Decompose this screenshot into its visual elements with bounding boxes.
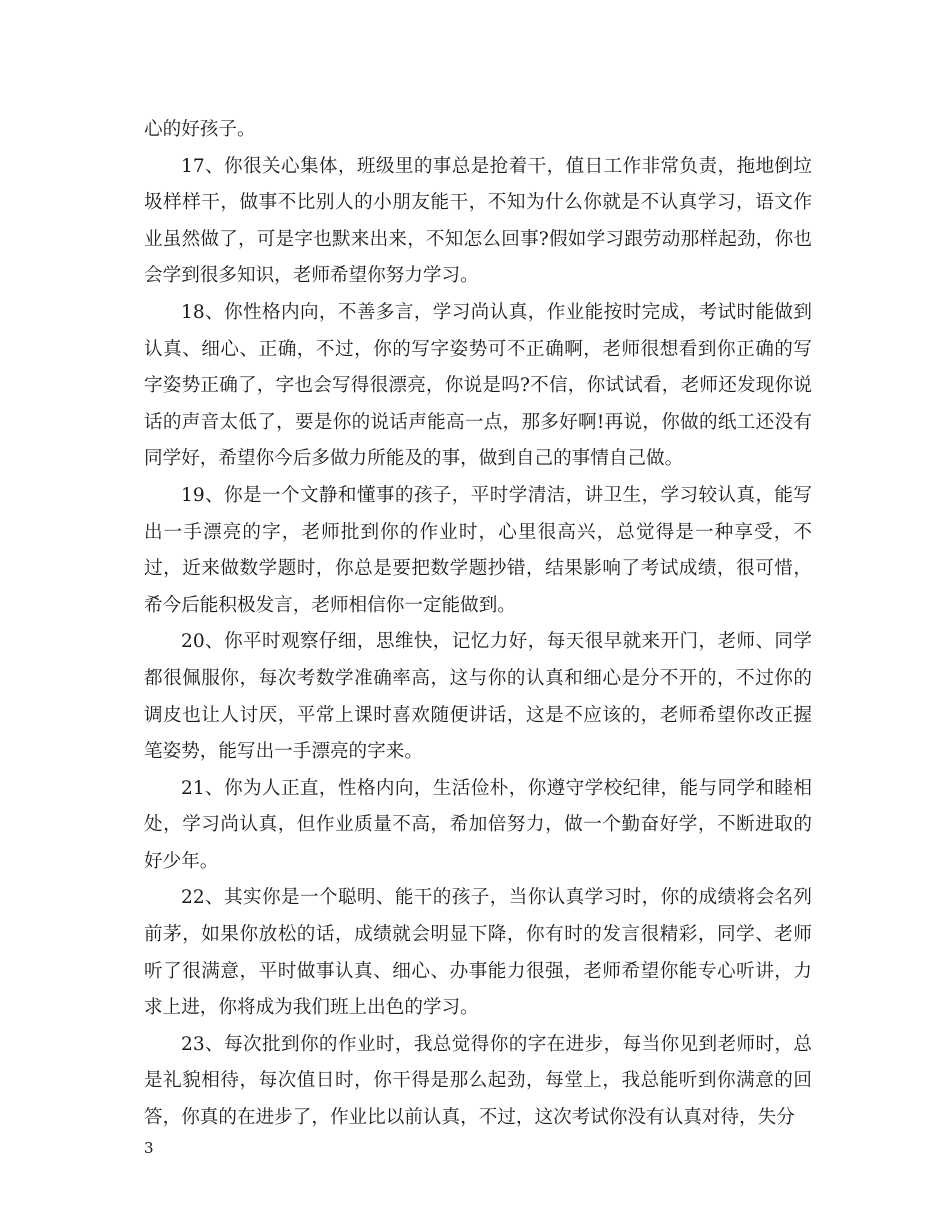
paragraph-comment-21: 21、你为人正直，性格内向，生活俭朴，你遵守学校纪律，能与同学和睦相处，学习尚认真，但作业质量不高，希加倍努力，做一个勤奋好学，不断进取的好少年。 xyxy=(144,777,812,872)
page-number: 3 xyxy=(144,1139,154,1157)
paragraph-comment-19: 19、你是一个文静和懂事的孩子，平时学清洁，讲卫生，学习较认真，能写出一手漂亮的字，老师批到你的作业时，心里很高兴，总觉得是一种享受，不过，近来做数学题时，你总是要把数学题抄错，结果影响了考试成绩，很可惜，希今后能积极发言，老师相信你一定能做到。 xyxy=(144,484,812,616)
paragraph-comment-18: 18、你性格内向，不善多言，学习尚认真，作业能按时完成，考试时能做到认真、细心、正确，不过，你的写字姿势可不正确啊，老师很想看到你正确的写字姿势正确了，字也会写得很漂亮，你说是吗?不信，你试试看，老师还发现你说话的声音太低了，要是你的说话声能高一点，那多好啊!再说，你做的纸工还没有同学好，希望你今后多做力所能及的事，做到自己的事情自己做。 xyxy=(144,301,812,470)
paragraph-continuation: 心的好孩子。 xyxy=(144,119,256,140)
paragraph-comment-20: 20、你平时观察仔细，思维快，记忆力好，每天很早就来开门，老师、同学都很佩服你，每次考数学准确率高，这与你的认真和细心是分不开的，不过你的调皮也让人讨厌，平常上课时喜欢随便讲话，这是不应该的，老师希望你改正握笔姿势，能写出一手漂亮的字来。 xyxy=(144,631,812,763)
document-body xyxy=(144,112,812,1137)
paragraph-comment-23: 23、每次批到你的作业时，我总觉得你的字在进步，每当你见到老师时，总是礼貌相待，每次值日时，你干得是那么起劲，每堂上，我总能听到你满意的回答，你真的在进步了，作业比以前认真，不过，这次考试你没有认真对待，失分 xyxy=(144,1033,812,1129)
paragraph-comment-22: 22、其实你是一个聪明、能干的孩子，当你认真学习时，你的成绩将会名列前茅，如果你放松的话，成绩就会明显下降，你有时的发言很精彩，同学、老师听了很满意，平时做事认真、细心、办事能力很强，老师希望你能专心听讲，力求上进，你将成为我们班上出色的学习。 xyxy=(144,887,812,1019)
paragraph-comment-17: 17、你很关心集体，班级里的事总是抢着干，值日工作非常负责，拖地倒垃圾样样干，做事不比别人的小朋友能干，不知为什么你就是不认真学习，语文作业虽然做了，可是字也默来出来，不知怎么回事?假如学习跟劳动那样起劲，你也会学到很多知识，老师希望你努力学习。 xyxy=(144,155,812,287)
